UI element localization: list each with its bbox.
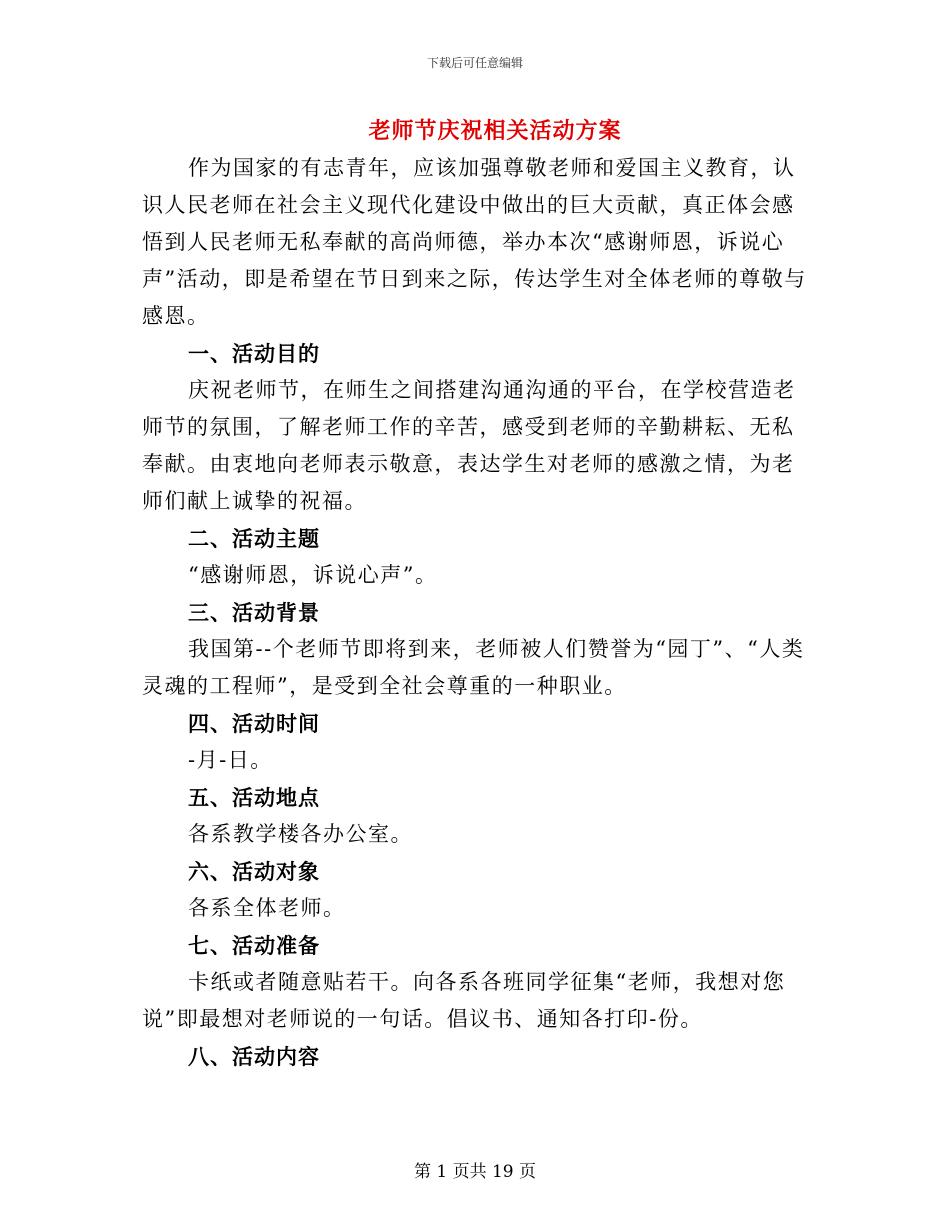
document-title: 老师节庆祝相关活动方案	[368, 118, 622, 144]
section-heading: 四、活动时间	[188, 711, 320, 736]
section-body: 庆祝老师节，在师生之间搭建沟通沟通的平台，在学校营造老师节的氛围，了解老师工作的辛苦，感受到老师的辛勤耕耘、无私奉献。由衷地向老师表示敬意，表达学生对老师的感激之情，为老师们献上诚挚的祝福。	[142, 378, 796, 513]
section-heading: 五、活动地点	[188, 785, 320, 810]
section-heading: 三、活动背景	[188, 600, 320, 625]
section-body: 卡纸或者随意贴若干。向各系各班同学征集“老师，我想对您说”即最想对老师说的一句话。倡议书、通知各打印-份。	[142, 970, 786, 1031]
section-heading: 六、活动对象	[188, 859, 320, 884]
section-heading: 七、活动准备	[188, 933, 320, 958]
section-body: -月-日。	[188, 748, 273, 772]
document-body	[142, 150, 814, 1075]
section-content	[142, 1038, 814, 1075]
section-body: “感谢师恩，诉说心声”。	[188, 563, 438, 587]
section-background	[142, 594, 814, 705]
intro-paragraph: 作为国家的有志青年，应该加强尊敬老师和爱国主义教育，认识人民老师在社会主义现代化建设中做出的巨大贡献，真正体会感悟到人民老师无私奉献的高尚师德，举办本次“感谢师恩，诉说心声”活动，即是希望在节日到来之际，传达学生对全体老师的尊敬与感恩。	[142, 156, 807, 328]
page-header-note: 下载后可任意编辑	[426, 56, 523, 70]
section-preparation	[142, 927, 814, 1038]
page-footer: 第 1 页共 19 页	[413, 1162, 537, 1182]
section-body: 我国第--个老师节即将到来，老师被人们赞誉为“园丁”、“人类灵魂的工程师”，是受到全社会尊重的一种职业。	[142, 637, 805, 698]
section-purpose	[142, 335, 814, 520]
section-heading: 一、活动目的	[188, 341, 320, 366]
section-body: 各系教学楼各办公室。	[188, 822, 413, 846]
section-location	[142, 779, 814, 853]
section-heading: 二、活动主题	[188, 526, 320, 551]
section-time	[142, 705, 814, 779]
section-heading: 八、活动内容	[188, 1044, 320, 1069]
section-audience	[142, 853, 814, 927]
section-theme	[142, 520, 814, 594]
section-body: 各系全体老师。	[188, 896, 346, 920]
